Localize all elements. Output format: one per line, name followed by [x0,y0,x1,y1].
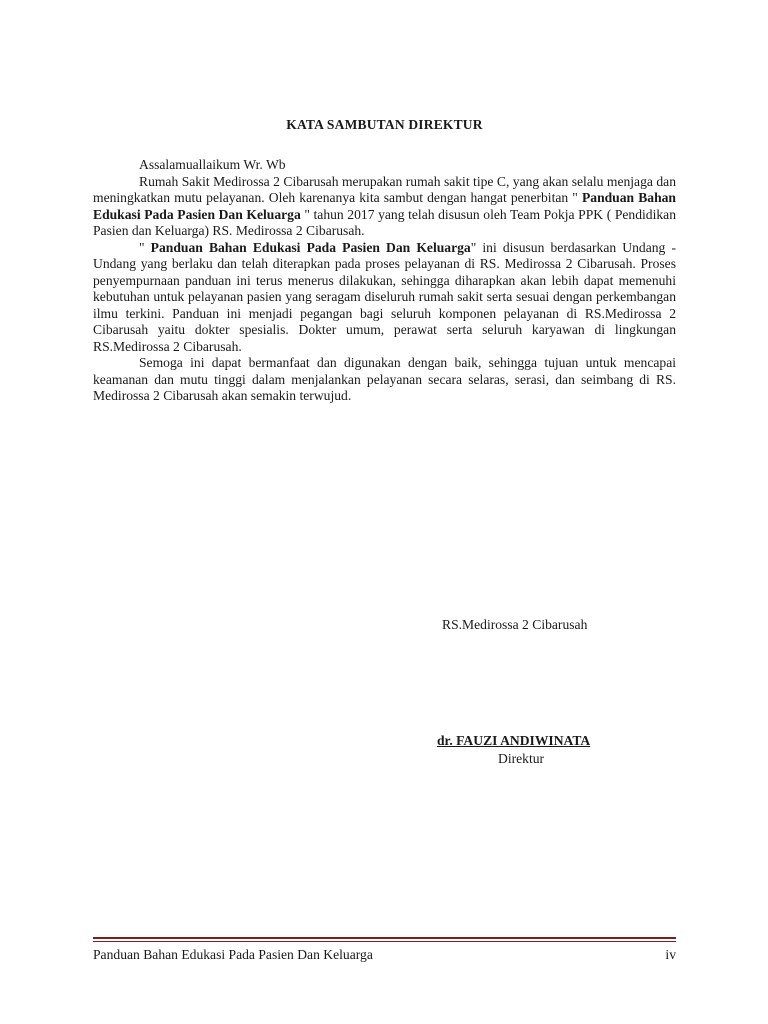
paragraph-3: Semoga ini dapat bermanfaat dan digunakan dengan baik, sehingga tujuan untuk mencapai keamanan dan mutu tinggi dalam menjalankan pelayanan secara selaras, serasi, dan seimbang di RS. Medirossa 2 Cibarusah akan semakin terwujud. [93,355,676,403]
paragraph-1-text: Rumah Sakit Medirossa 2 Cibarusah merupakan rumah sakit tipe C, yang akan selalu menjaga dan meningkatkan mutu pelayanan. Oleh karenanya kita sambut dengan hangat penerbitan " [93,173,676,205]
footer-divider-thick [93,937,676,939]
paragraph-1 [93,174,676,240]
paragraph-2-text: " [139,239,145,255]
signature-institution: RS.Medirossa 2 Cibarusah [442,617,588,632]
paragraph-1-text-cont: " tahun 2017 yang telah disusun oleh Team Pokja PPK ( Pendidikan Pasien dan Keluarga) RS. Medirossa 2 Cibarusah. [93,206,676,238]
paragraph-2-text-cont: " ini disusun berdasarkan Undang - Undang yang berlaku dan telah diterapkan pada proses pelayanan di RS. Medirossa 2 Cibarusah. Proses penyempurnaan panduan ini terus menerus dilakukan, sehingga diharapkan akan lebih dapat memenuhi kebutuhan untuk pelayanan pasien yang seragam diseluruh rumah sakit serta sesuai dengan perkembangan ilmu terkini. Panduan ini menjadi pegangan bagi seluruh komponen pelayanan di RS.Medirossa 2 Cibarusah yaitu dokter spesialis. Dokter umum, perawat serta seluruh karyawan di lingkungan RS.Medirossa 2 Cibarusah. [93,239,676,354]
greeting-line: Assalamuallaikum Wr. Wb [139,157,286,172]
page-title-text: KATA SAMBUTAN DIREKTUR [286,117,483,132]
paragraph-2 [93,240,676,356]
paragraph-2-bold-title: Panduan Bahan Edukasi Pada Pasien Dan Keluarga [144,239,471,255]
signature-role: Direktur [498,751,545,766]
paragraph-1-bold-title: Panduan Bahan Edukasi Pada Pasien Dan Keluarga [93,190,676,222]
signature-name: dr. FAUZI ANDIWINATA [437,733,591,748]
footer-divider-thin [93,941,676,942]
body-text [93,157,676,405]
page-number: iv [665,947,676,962]
page-title [93,117,676,133]
footer-title: Panduan Bahan Edukasi Pada Pasien Dan Keluarga [93,947,373,962]
